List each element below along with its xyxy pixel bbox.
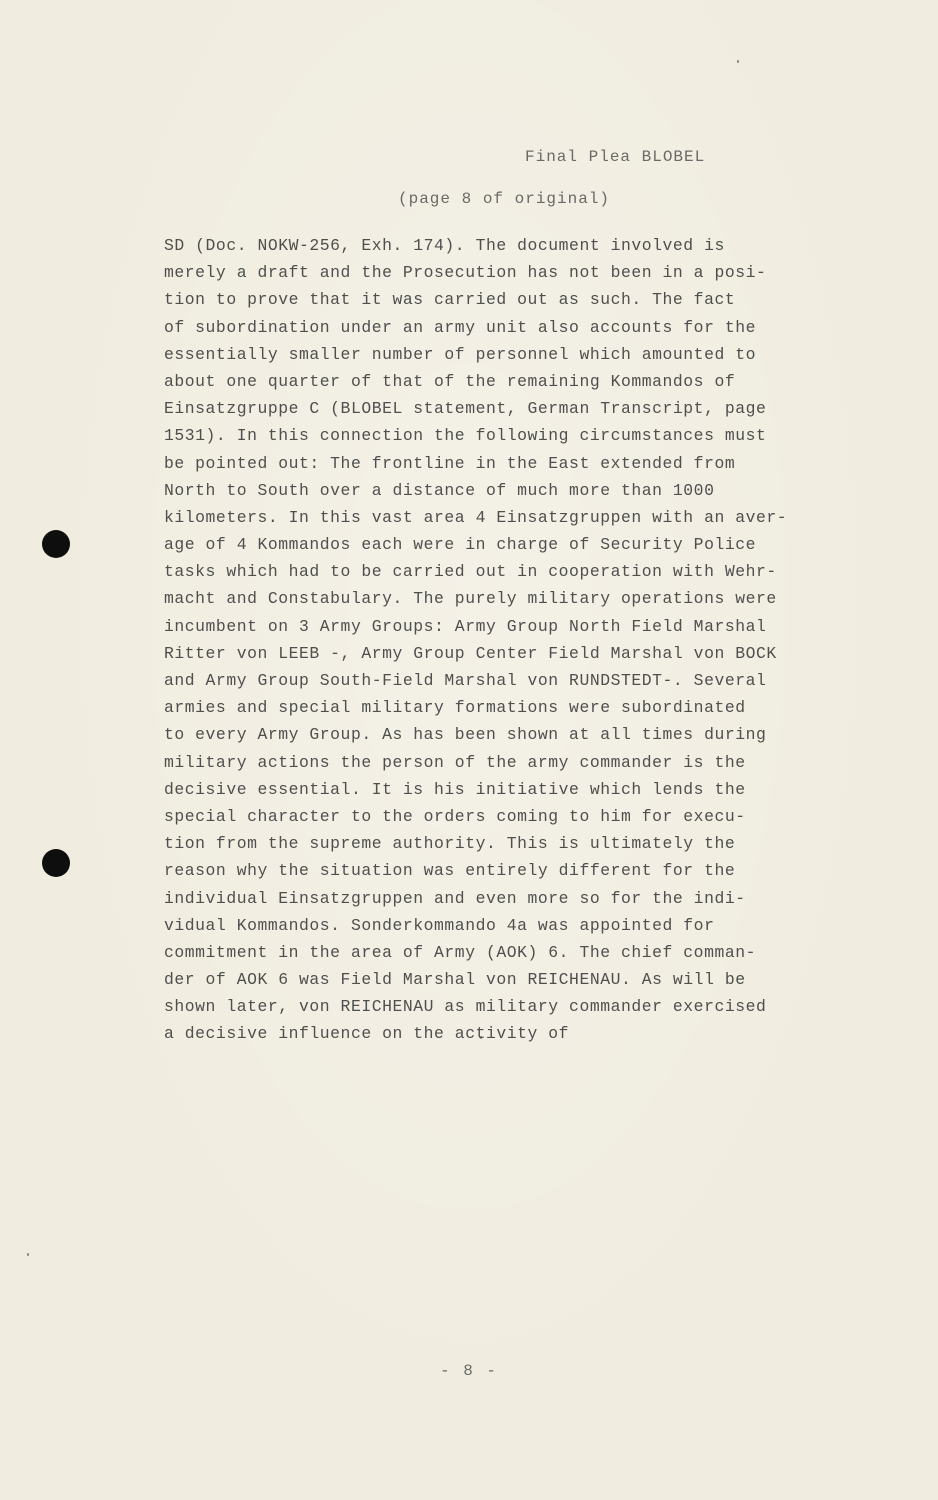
text-line: military actions the person of the army commander is the — [164, 752, 746, 772]
text-line: merely a draft and the Prosecution has not been in a posi- — [164, 263, 767, 283]
text-line: individual Einsatzgruppen and even more so for the indi- — [164, 888, 746, 908]
punch-hole-top — [42, 530, 70, 558]
text-line: macht and Constabulary. The purely military operations were — [164, 589, 777, 609]
text-line: age of 4 Kommandos each were in charge of Security Police — [164, 535, 757, 555]
text-line: reason why the situation was entirely different for the — [164, 861, 736, 881]
text-line: tasks which had to be carried out in cooperation with Wehr- — [164, 562, 777, 582]
document-title: Final Plea BLOBEL — [525, 148, 706, 166]
text-line: a decisive influence on the activity of — [164, 1024, 570, 1044]
punch-hole-bottom — [42, 849, 70, 877]
text-line: armies and special military formations were subordinated — [164, 698, 746, 718]
text-line: der of AOK 6 was Field Marshal von REICHENAU. As will be — [164, 970, 746, 990]
text-line: shown later, von REICHENAU as military commander exercised — [164, 997, 767, 1017]
text-line: about one quarter of that of the remaining Kommandos of — [164, 371, 736, 391]
text-line: vidual Kommandos. Sonderkommando 4a was appointed for — [164, 915, 715, 935]
paper-speck — [27, 1253, 29, 1256]
text-line: and Army Group South-Field Marshal von RUNDSTEDT-. Several — [164, 671, 767, 690]
text-line: special character to the orders coming to him for execu- — [164, 806, 746, 826]
text-line: SD (Doc. NOKW-256, Exh. 174). The document involved is — [164, 236, 725, 255]
text-line: Ritter von LEEB -, Army Group Center Field Marshal von BOCK — [164, 643, 777, 663]
body-text — [164, 232, 874, 1048]
text-line: kilometers. In this vast area 4 Einsatzgruppen with an aver- — [164, 507, 788, 527]
text-line: be pointed out: The frontline in the East extended from — [164, 453, 736, 473]
original-page-reference: (page 8 of original) — [398, 190, 611, 208]
text-line: North to South over a distance of much more than 1000 — [164, 480, 715, 500]
text-line: tion from the supreme authority. This is ultimately the — [164, 834, 736, 854]
text-line: commitment in the area of Army (AOK) 6. The chief comman- — [164, 942, 757, 962]
paper-speck — [737, 60, 739, 63]
text-line: of subordination under an army unit also accounts for the — [164, 317, 757, 337]
text-line: Einsatzgruppe C (BLOBEL statement, German Transcript, page — [164, 399, 767, 419]
page-number: - 8 - — [440, 1362, 499, 1380]
text-line: incumbent on 3 Army Groups: Army Group North Field Marshal — [164, 616, 767, 636]
text-line: to every Army Group. As has been shown at all times during — [164, 725, 767, 745]
text-line: decisive essential. It is his initiative which lends the — [164, 779, 746, 799]
text-line: tion to prove that it was carried out as such. The fact — [164, 290, 736, 310]
text-line: 1531). In this connection the following circumstances must — [164, 426, 767, 446]
text-line: essentially smaller number of personnel which amounted to — [164, 344, 757, 364]
